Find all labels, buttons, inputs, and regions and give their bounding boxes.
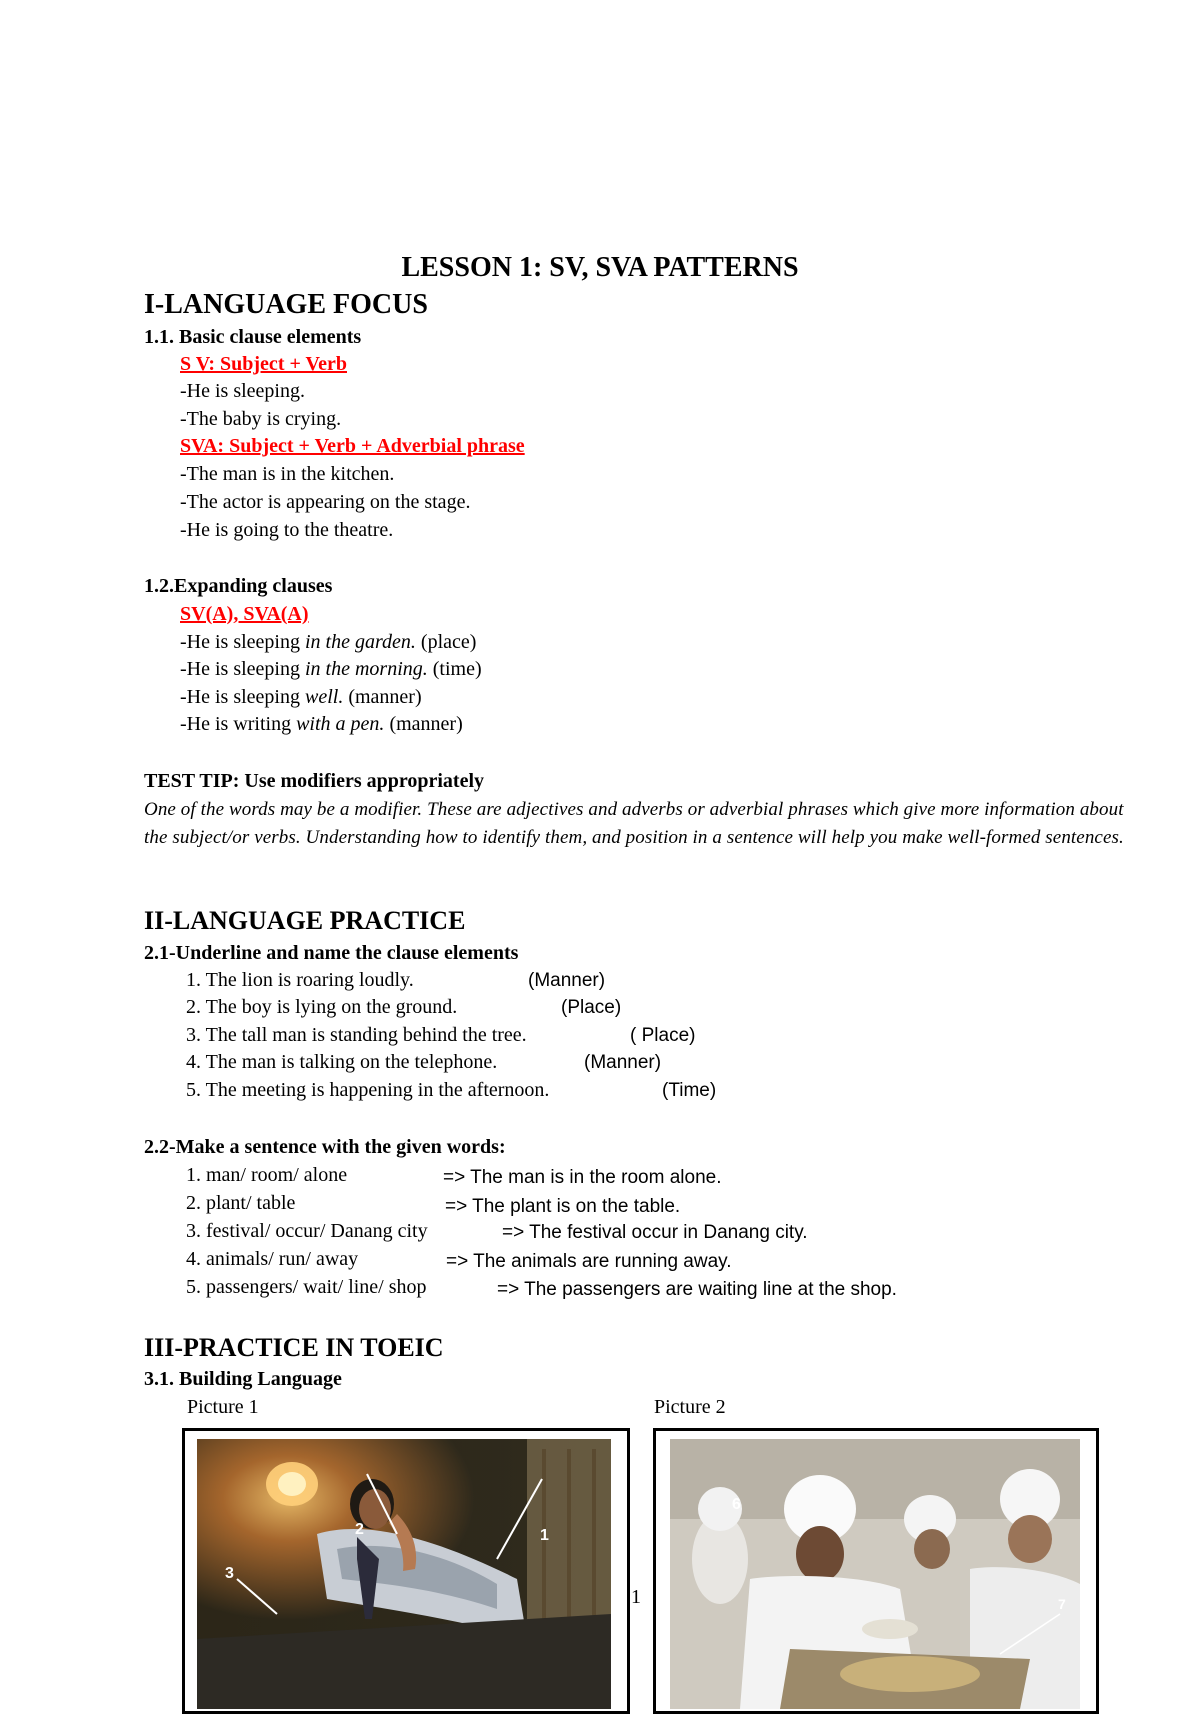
example-line: -He is writing with a pen. (manner) (180, 713, 463, 735)
list-item: 4. The man is talking on the telephone. (186, 1051, 498, 1073)
picture-1-frame (182, 1428, 630, 1714)
answer-text: (Manner) (528, 970, 606, 991)
test-tip-heading: TEST TIP: Use modifiers appropriately (144, 770, 485, 792)
picture-1-label: Picture 1 (187, 1396, 259, 1418)
pattern-sva: SVA: Subject + Verb + Adverbial phrase (180, 435, 525, 457)
page-number: 1 (631, 1586, 641, 1608)
list-item: 3. The tall man is standing behind the tree. (186, 1024, 527, 1046)
kitchen-chefs-photo (670, 1439, 1080, 1709)
picture-2-photo (670, 1439, 1080, 1709)
test-tip-text: One of the words may be a modifier. These are adjectives and adverbs or adverbial phrases which give more information about the subject/or verbs. Understanding how to identify them, and position in a sentence will help you make well-formed sentences. (144, 799, 1124, 848)
list-item: 1. man/ room/ alone (186, 1164, 348, 1186)
answer-text: => The plant is on the table. (445, 1196, 681, 1217)
exercise-2-2-heading: 2.2-Make a sentence with the given words: (144, 1136, 506, 1158)
answer-text: => The animals are running away. (446, 1251, 732, 1272)
pattern-sv: S V: Subject + Verb (180, 353, 347, 375)
office-man-photo (197, 1439, 611, 1709)
example-line: -The man is in the kitchen. (180, 463, 395, 485)
list-item: 5. The meeting is happening in the afternoon. (186, 1079, 550, 1101)
example-line: -He is sleeping in the morning. (time) (180, 658, 482, 680)
section-3-heading: III-PRACTICE IN TOEIC (144, 1333, 444, 1362)
subsection-1-2-heading: 1.2.Expanding clauses (144, 575, 333, 597)
picture-marker: 7 (1058, 1596, 1066, 1612)
picture-marker: 3 (225, 1565, 234, 1582)
list-item: 5. passengers/ wait/ line/ shop (186, 1276, 427, 1298)
example-line: -The baby is crying. (180, 408, 342, 430)
pattern-expanding: SV(A), SVA(A) (180, 603, 309, 625)
example-line: -He is sleeping well. (manner) (180, 686, 422, 708)
answer-text: => The man is in the room alone. (443, 1167, 722, 1188)
list-item: 1. The lion is roaring loudly. (186, 969, 414, 991)
picture-marker: 6 (732, 1496, 741, 1513)
subsection-1-1-heading: 1.1. Basic clause elements (144, 326, 362, 348)
answer-text: => The passengers are waiting line at the shop. (497, 1279, 897, 1300)
example-line: -The actor is appearing on the stage. (180, 491, 471, 513)
exercise-2-1-heading: 2.1-Underline and name the clause elements (144, 942, 519, 964)
example-line: -He is going to the theatre. (180, 519, 394, 541)
answer-text: ( Place) (630, 1025, 696, 1046)
list-item: 4. animals/ run/ away (186, 1248, 359, 1270)
example-line: -He is sleeping. (180, 380, 305, 402)
picture-2-frame (653, 1428, 1099, 1714)
answer-text: (Manner) (584, 1052, 662, 1073)
section-2-heading: II-LANGUAGE PRACTICE (144, 906, 466, 935)
picture-2-label: Picture 2 (654, 1396, 726, 1418)
answer-text: (Place) (561, 997, 622, 1018)
list-item: 3. festival/ occur/ Danang city (186, 1220, 428, 1242)
answer-text: => The festival occur in Danang city. (502, 1222, 808, 1243)
list-item: 2. The boy is lying on the ground. (186, 996, 458, 1018)
section-1-heading: I-LANGUAGE FOCUS (144, 289, 428, 320)
picture-marker: 1 (540, 1527, 549, 1544)
example-line: -He is sleeping in the garden. (place) (180, 631, 477, 653)
picture-1-photo (197, 1439, 611, 1709)
lesson-title: LESSON 1: SV, SVA PATTERNS (401, 252, 799, 283)
picture-marker: 2 (355, 1521, 364, 1538)
list-item: 2. plant/ table (186, 1192, 296, 1214)
answer-text: (Time) (662, 1080, 717, 1101)
subsection-3-1-heading: 3.1. Building Language (144, 1368, 342, 1390)
